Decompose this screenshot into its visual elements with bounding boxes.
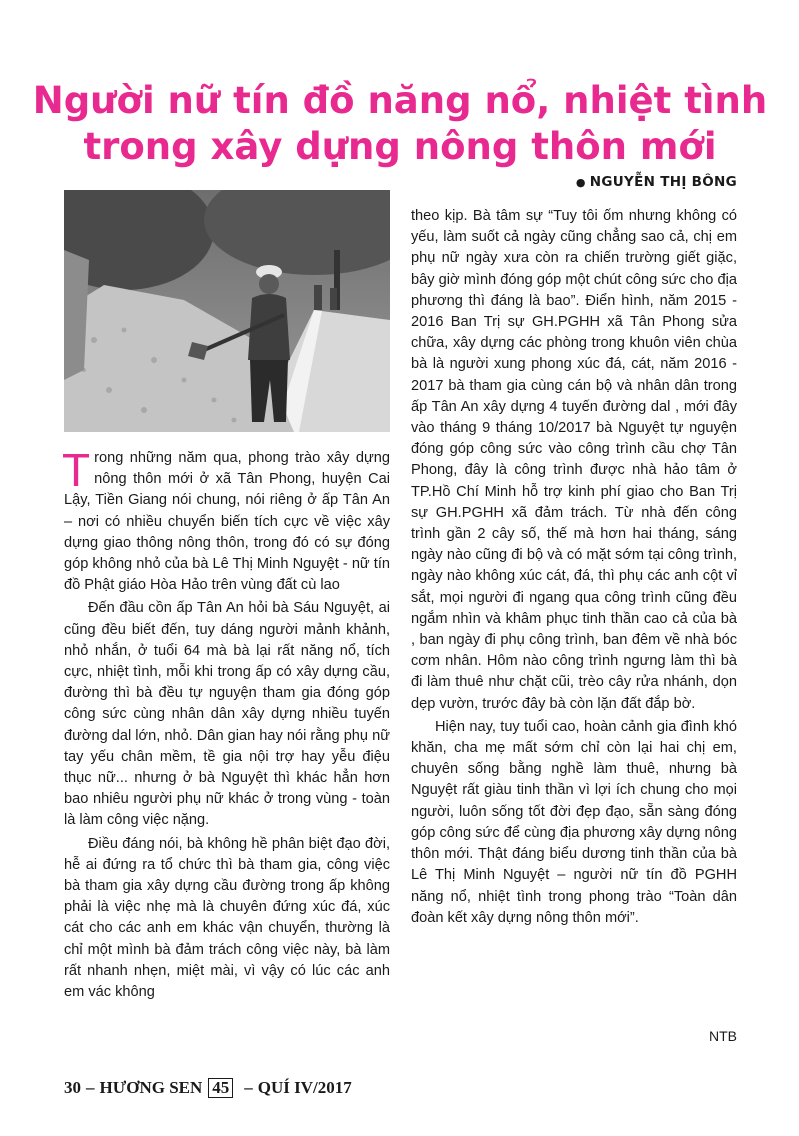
issue-period: QUÍ IV/2017: [257, 1078, 352, 1097]
paragraph-1: [62, 444, 390, 596]
magazine-name: HƯƠNG SEN: [99, 1078, 203, 1097]
bullet-icon: ●: [575, 176, 586, 189]
title-line-1: Người nữ tín đồ năng nổ, nhiệt tình: [32, 79, 768, 122]
photo-woman-shoveling-gravel: [64, 190, 390, 432]
paragraph-2: Đến đầu cồn ấp Tân An hỏi bà Sáu Nguyệt, ai cũng đều biết đến, tuy dáng người mảnh khảnh, nhỏ nhắn, ở tuổi 64 mà bà lại rất năng nổ, tích cực, nhiệt tình, mỗi khi trong ấp có xây dựng cầu, đường thì bà đều tự nguyện tham gia đóng góp công sức cùng nhân dân xây dựng nhiều tuyến đường dal lớn, nhỏ. Dân gian hay nói rằng phụ nữ tay yếu chân mềm, tề gia nội trợ hay yễu điệu thục nữ... nhưng ở bà Nguyệt thì khác hẳn hơn bao nhiêu người phụ nữ khác ở trong vùng - toàn là làm công việc nặng.: [64, 600, 390, 829]
paragraph-4: theo kịp. Bà tâm sự “Tuy tôi ốm nhưng không có yếu, làm suốt cả ngày cũng chẳng sao cả, chị em phụ nữ ngày xưa còn ra chiến trường giết giặc, bây giờ mình đóng góp một chút công sức cho địa phương thì đáng là bao”. Điển hình, năm 2015 - 2016 Ban Trị sự GH.PGHH xã Tân Phong sửa chữa, xây dựng các phòng trong khuôn viên chùa bà là người xung phong xúc đá, cát, năm 2016 - 2017 bà tham gia cùng cán bộ và nhân dân trong ấp Tân An xây dựng 4 tuyến đường dal , mới đây vào tháng 9 tháng 10/2017 bà Nguyệt tự nguyện đóng góp công sức vào công trình cầu chợ Tân Phong, đây là công trình được nhà hảo tâm ở TP.Hồ Chí Minh hỗ trợ kinh phí giao cho Ban Trị sự GH.PGHH xã đảm trách. Từ nhà đến công trình gần 2 cây số, thế mà hơn hai tháng, sáng ngày nào cũng đi bộ và có mặt sớm tại công trình, ngày nào không xúc cát, đá, thì phụ các anh cột vỉ sắt, mọi người đi ngang qua công trình cũng đều ngắm nhìn và khâm phục tinh thần cao cả của bà , ban ngày đi phụ công trình, ban đêm về nhà bóc cơm nhân. Hôm nào công trình ngưng làm thì bà đi làm thuê như chặt cũi, trèo cây rửa nhánh, dọn dẹp vườn, trước đây bà còn lặn đất đắp bờ.: [411, 208, 737, 712]
issue-number: 45: [208, 1078, 233, 1098]
author-byline: [576, 174, 737, 190]
article-title: [30, 78, 770, 170]
author-name: NGUYỄN THỊ BÔNG: [589, 174, 737, 190]
article-photo: [64, 190, 390, 432]
page-number: 30: [64, 1078, 81, 1097]
article-column-right: [411, 206, 737, 929]
article-signature: NTB: [709, 1028, 737, 1044]
article-column-left: [62, 444, 390, 1003]
footer-dash-2: –: [244, 1078, 253, 1097]
page-footer: [64, 1078, 352, 1098]
paragraph-1-text: rong những năm qua, phong trào xây dựng nông thôn mới ở xã Tân Phong, huyện Cai Lậy, Tiền Giang nói chung, nói riêng ở ấp Tân An – nơi có nhiều chuyển biến tích cực về việc xây dựng giao thông nông thôn, trong đó có sự đóng góp không nhỏ của bà Lê Thị Minh Nguyệt - nữ tín đồ Phật giáo Hòa Hảo trên vùng đất cù lao: [64, 450, 390, 594]
paragraph-5: Hiện nay, tuy tuổi cao, hoàn cảnh gia đình khó khăn, cha mẹ mất sớm chỉ còn lại hai chị em, chuyên sống bằng nghề làm thuê, nhưng bà Nguyệt rất giàu tinh thần vì lợi ích chung cho mọi người, luôn sống tốt đời đẹp đạo, sẵn sàng đóng góp công sức để cùng địa phương xây dựng nông thôn mới. Thật đáng biểu dương tinh thần của bà Lê Thị Minh Nguyệt – người nữ tín đồ PGHH năng nổ, nhiệt tình trong phong trào “Toàn dân đoàn kết xây dựng nông thôn mới”.: [411, 718, 737, 926]
paragraph-3: Điều đáng nói, bà không hề phân biệt đạo đời, hễ ai đứng ra tổ chức thì bà tham gia, công việc bà tham gia xây dựng cầu đường trong ấp không phải là việc nhẹ mà là chuyên đứng xúc đá, xúc cát cho các anh em khác vận chuyển, thường là chỉ một mình bà đảm trách công việc này, bà làm rất nhanh nhẹn, miệt mài, vì vậy có lúc các anh em vác không: [64, 835, 390, 1001]
title-line-2: trong xây dựng nông thôn mới: [83, 125, 717, 168]
footer-dash-1: –: [86, 1078, 95, 1097]
dropcap: T: [62, 444, 91, 496]
